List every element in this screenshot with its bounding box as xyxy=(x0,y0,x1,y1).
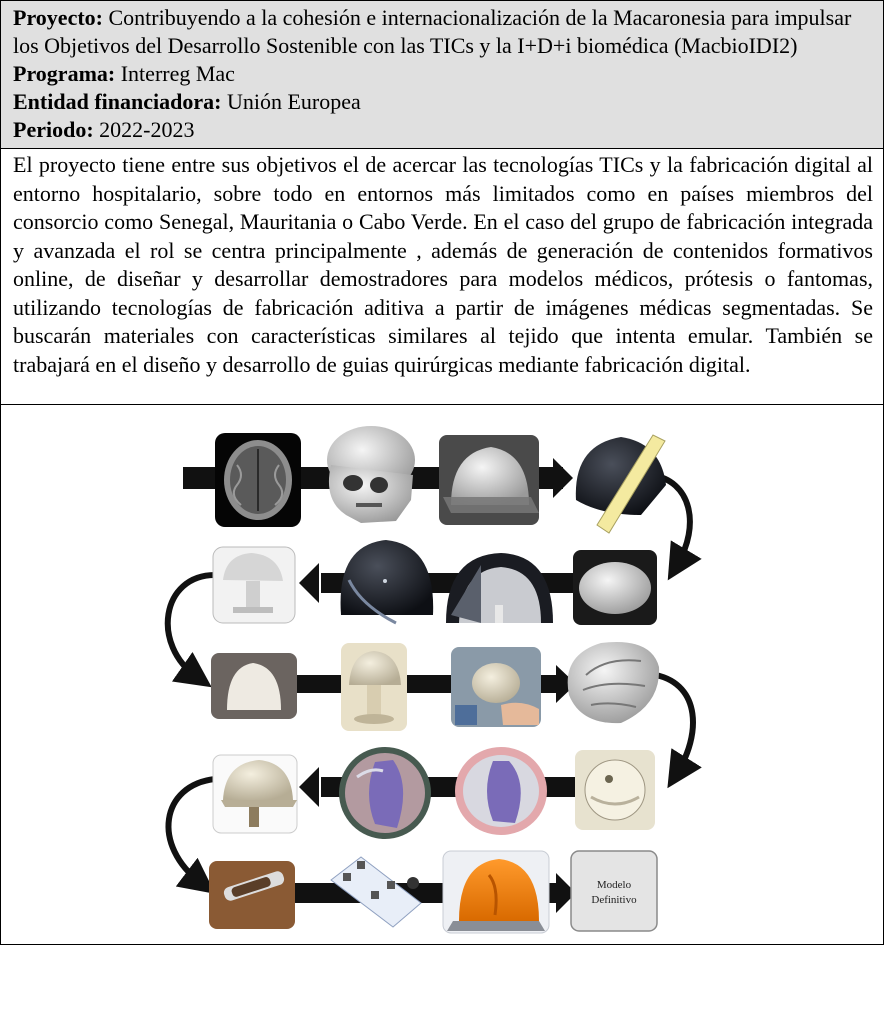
printed-skull-stand-image xyxy=(213,547,295,623)
dome-cross-section-image xyxy=(446,553,553,623)
period-value: 2022-2023 xyxy=(99,117,195,142)
period-label: Periodo: xyxy=(13,117,94,142)
process-figure xyxy=(1,405,883,944)
skull-3d-image xyxy=(327,426,415,523)
final-box-line2: Definitivo xyxy=(591,894,637,906)
funder-row xyxy=(13,88,873,116)
syringe-filling-image xyxy=(209,861,295,929)
cream-dome-on-stand-image xyxy=(341,643,407,731)
project-row xyxy=(13,4,873,60)
final-box-line1: Modelo xyxy=(596,879,632,891)
project-description: El proyecto tiene entre sus objetivos el de acercar las tecnologías TICs y la fabricación digital al entorno hospitalario, sobre todo en entornos más limitados como en países miembros del consorcio como Senegal, Mauritania o Cabo Verde. En el caso del grupo de fabricación integrada y avanzada el rol se centra principalmente , además de generación de contenidos formativos online, de diseñar y desarrollar demostradores para modelos médicos, prótesis o fantomas, utilizando tecnologías de fabricación aditiva a partir de imágenes médicas segmentadas. Se buscarán materiales con características similares al tejido que intenta emular. También se trabajará en el diseño y desarrollo de guias quirúrgicas mediante fabricación digital. xyxy=(1,149,883,405)
process-flow-diagram xyxy=(1,405,883,944)
program-label: Programa: xyxy=(13,61,116,86)
funder-label: Entidad financiadora: xyxy=(13,89,222,114)
turn-arrow-left-2 xyxy=(168,779,215,883)
printed-cross-section-image xyxy=(575,750,655,830)
grey-shell-mesh-image xyxy=(568,642,659,723)
program-row xyxy=(13,60,873,88)
ct-scan-image xyxy=(215,433,301,527)
funder-value: Unión Europea xyxy=(226,89,361,114)
project-title: Contribuyendo a la cohesión e internacionalización de la Macaronesia para impulsar los Objetivos del Desarrollo Sostenible con las TICs y la I+D+i biomédica (MacbioIDI2) xyxy=(13,5,852,58)
program-value: Interreg Mac xyxy=(120,61,235,86)
hand-holding-model-image xyxy=(451,647,541,727)
dome-section-drawing xyxy=(576,435,666,533)
colored-section-model-1 xyxy=(339,747,431,839)
colored-section-model-2 xyxy=(455,747,547,835)
project-label: Proyecto: xyxy=(13,5,103,30)
printed-white-cap-image xyxy=(573,550,657,625)
white-model-in-frame-image xyxy=(211,653,297,719)
cream-dome-cut-image xyxy=(213,755,297,833)
orange-dome-model-image xyxy=(443,851,549,933)
period-row xyxy=(13,116,873,144)
skull-cut-plane-image xyxy=(439,435,539,525)
dark-dome-mesh-image xyxy=(341,540,434,623)
final-model-box xyxy=(571,851,657,931)
project-header xyxy=(1,1,883,149)
turn-arrow-right-2 xyxy=(656,675,693,773)
turn-arrow-left-1 xyxy=(168,575,215,677)
